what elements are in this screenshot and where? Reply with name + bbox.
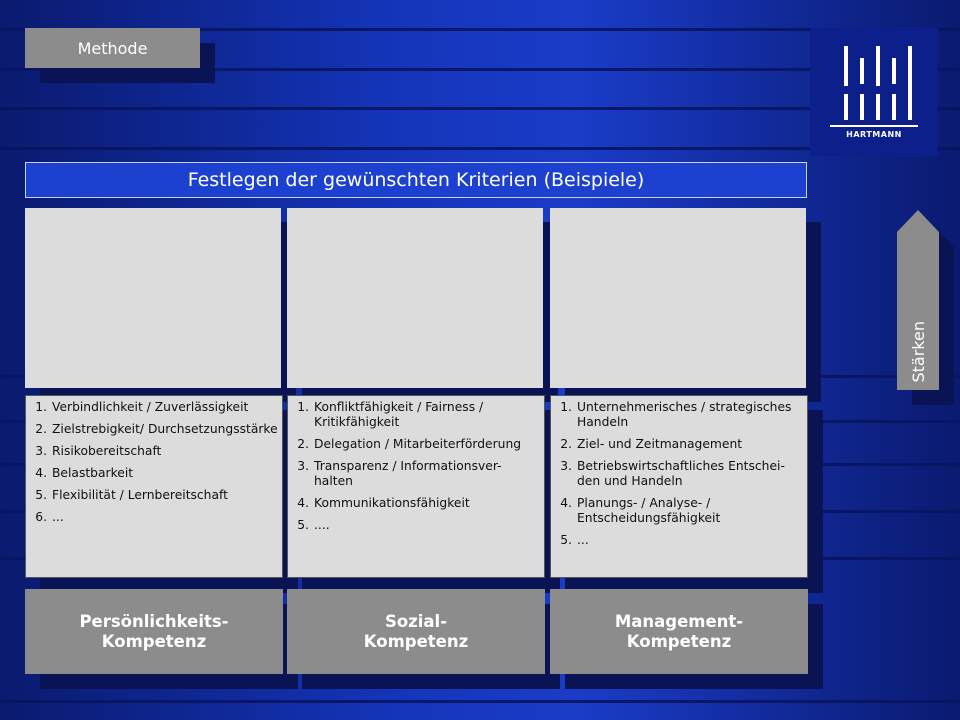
list-item: 4. Kommunikationsfähigkeit	[297, 496, 470, 510]
empty-panel-management	[550, 208, 806, 388]
competence-line: Sozial-	[384, 611, 448, 631]
list-item: 1. Unternehmerisches / strategisches Handeln	[560, 400, 792, 429]
logo-bar	[844, 46, 848, 86]
competence-line: Kompetenz	[363, 631, 469, 651]
logo-text: HARTMANN	[846, 130, 902, 139]
hartmann-logo	[810, 28, 938, 156]
logo-bar	[892, 94, 896, 120]
list-item: 1. Konfliktfähigkeit / Fairness / Kritikfähigkeit	[297, 400, 484, 429]
competence-line: Kompetenz	[626, 631, 732, 651]
method-tab: Methode	[25, 28, 200, 68]
criteria-list-social	[287, 395, 545, 578]
logo-bar	[876, 94, 880, 120]
criteria-list-management	[550, 395, 808, 578]
logo-bar	[860, 94, 864, 120]
logo-bar	[876, 46, 880, 86]
list-item: 5. ....	[297, 518, 330, 532]
criteria-list-personal	[25, 395, 283, 578]
empty-panel-social	[287, 208, 543, 388]
list-item: 4. Belastbarkeit	[35, 466, 134, 480]
logo-bar	[892, 58, 896, 84]
competence-label-personal	[25, 589, 283, 674]
list-item: 6. ...	[35, 510, 64, 524]
list-item: 2. Delegation / Mitarbeiterförderung	[297, 437, 522, 451]
logo-underline	[830, 125, 918, 127]
list-item: 5. Flexibilität / Lernbereitschaft	[35, 488, 228, 502]
logo-bar	[908, 46, 912, 120]
list-item: 1. Verbindlichkeit / Zuverlässigkeit	[35, 400, 249, 414]
list-item: 4. Planungs- / Analyse- / Entscheidungsfähigkeit	[560, 496, 721, 525]
bg-stripe	[0, 700, 960, 703]
competence-label-social	[287, 589, 545, 674]
list-item: 2. Zielstrebigkeit/ Durchsetzungsstärke	[35, 422, 278, 436]
empty-panel-personal	[25, 208, 281, 388]
competence-line: Management-	[614, 611, 744, 631]
logo-bar	[860, 58, 864, 84]
list-item: 2. Ziel- und Zeitmanagement	[560, 437, 743, 451]
competence-line: Persönlichkeits-	[79, 611, 229, 631]
list-item: 3. Transparenz / Informationsver-halten	[297, 459, 502, 488]
logo-bar	[844, 94, 848, 120]
list-item: 5. ...	[560, 533, 589, 547]
competence-line: Kompetenz	[101, 631, 207, 651]
list-item: 3. Risikobereitschaft	[35, 444, 162, 458]
strengths-label	[897, 236, 939, 390]
page-title: Festlegen der gewünschten Kriterien (Beispiele)	[25, 162, 807, 198]
strengths-text: Stärken	[908, 320, 928, 382]
competence-label-management	[550, 589, 808, 674]
list-item: 3. Betriebswirtschaftliches Entschei-den und Handeln	[560, 459, 785, 488]
